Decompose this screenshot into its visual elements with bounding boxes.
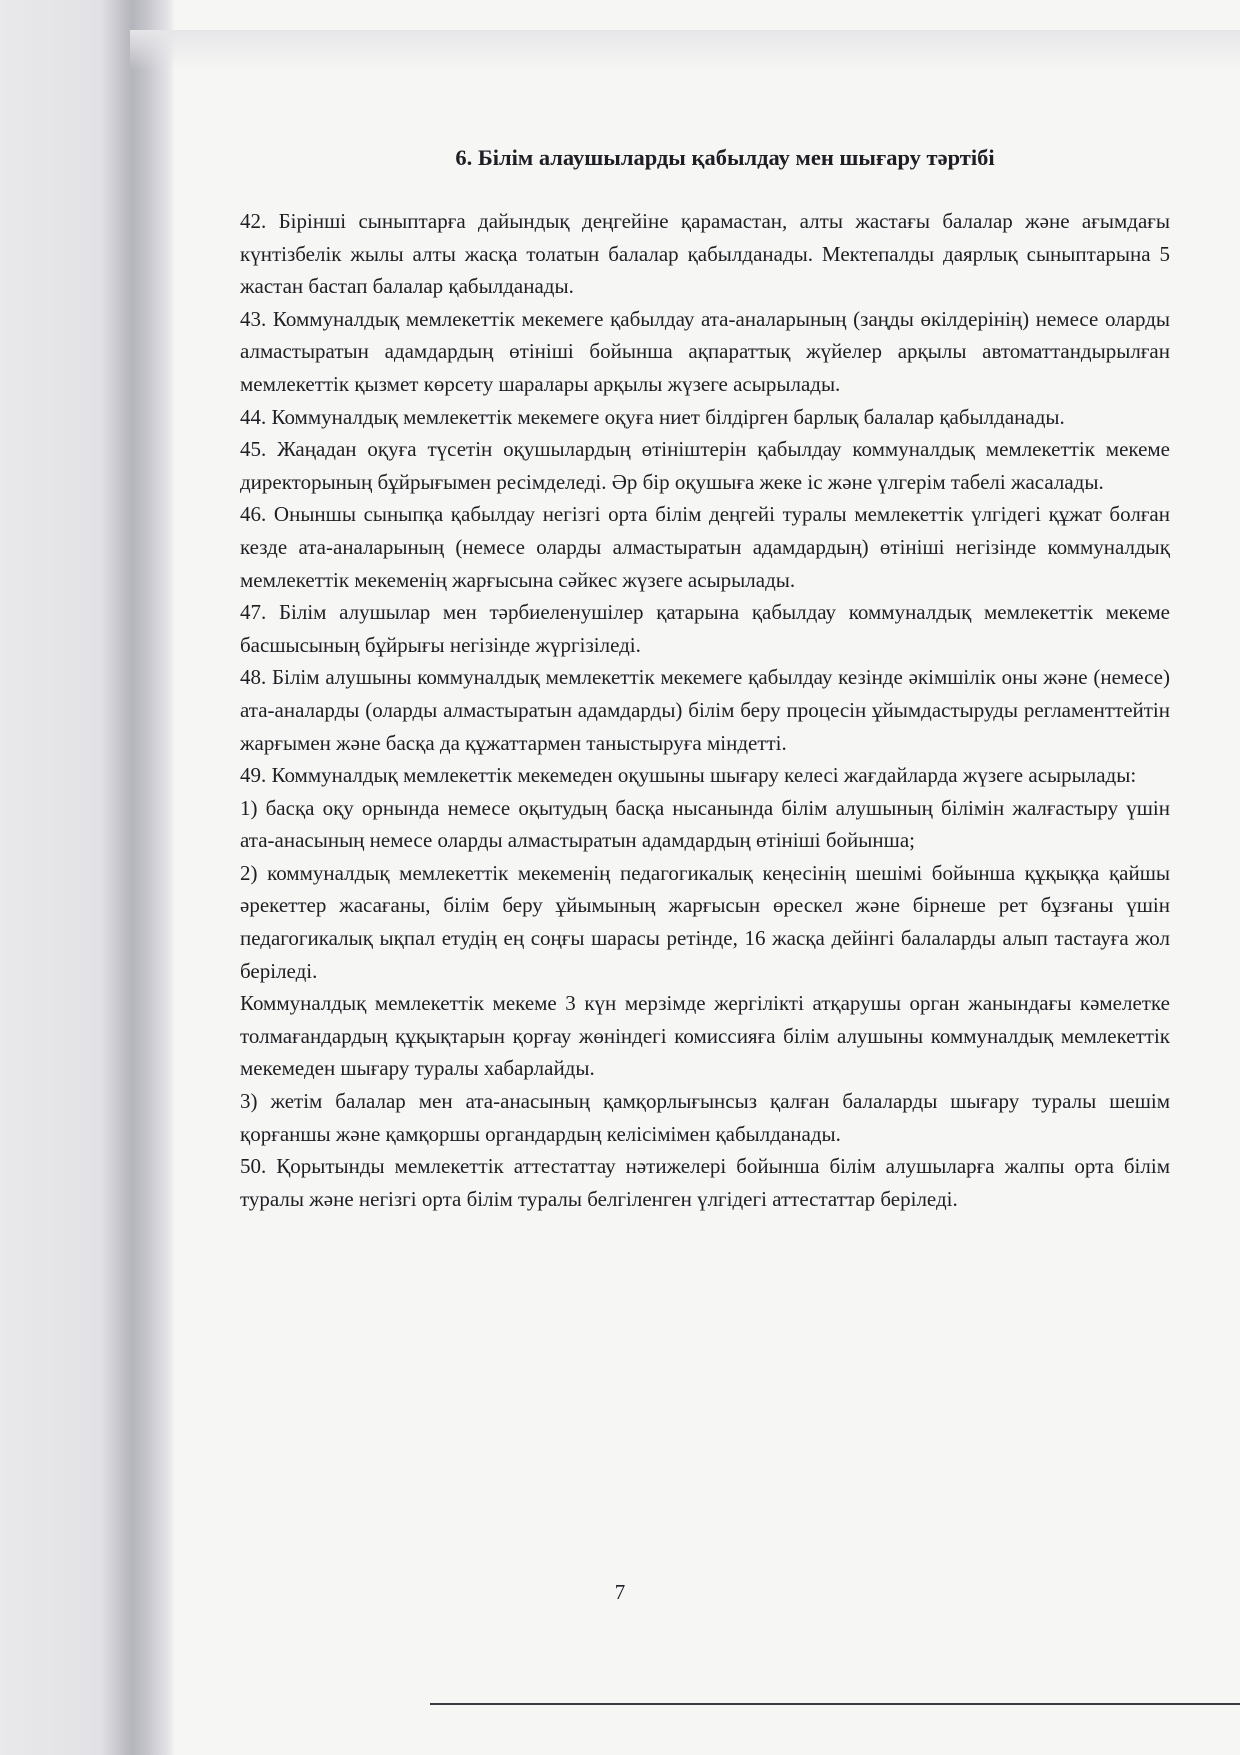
paragraph-commission: Коммуналдық мемлекеттік мекеме 3 күн мерзімде жергілікті атқарушы орган жанындағы кәмелетке толмағандардың құқықтарын қорғау жөніндегі комиссияға білім алушыны коммуналдық мемлекеттік мекемеден шығару туралы хабарлайды. xyxy=(240,991,1170,1081)
paragraph-49: 49. Коммуналдық мемлекеттік мекемеден оқушыны шығару келесі жағдайларда жүзеге асырылады: xyxy=(240,763,1137,788)
bottom-rule xyxy=(430,1703,1240,1705)
section-title: 6. Білім алаушыларды қабылдау мен шығару тәртібі xyxy=(455,145,995,170)
list-item-2: 2) коммуналдық мемлекеттік мекеменің педагогикалық кеңесінің шешімі бойынша құқыққа қайшы әрекеттер жасағаны, білім беру ұйымының жарғысын өрескел және бірнеше рет бұзғаны үшін педагогикалық ықпал етудің ең соңғы шарасы ретінде, 16 жасқа дейінгі балаларды алып тастауға жол беріледі. xyxy=(240,860,1170,983)
list-item-1: 1) басқа оқу орнында немесе оқытудың басқа нысанында білім алушының білімін жалғастыру үшін ата-анасының немесе оларды алмастыратын адамдардың өтініші бойынша; xyxy=(240,795,1170,853)
paragraph-text: 42. Бірінші сыныптарға дайындық деңгейіне қарамастан, алты жастағы балалар және ағымдағы күнтізбелік жылы алты жасқа толатын балалар қабылданады. Мектепалды даярлық сыныптарына 5 жастан бастап балалар қабылданады. xyxy=(240,209,1170,299)
paragraph-47: 47. Білім алушылар мен тәрбиеленушілер қатарына қабылдау коммуналдық мемлекеттік мекеме басшысының бұйрығы негізінде жүргізіледі. xyxy=(240,600,1170,657)
list-item-3: 3) жетім балалар мен ата-анасының қамқорлығынсыз қалған балаларды шығару туралы шешім қорғаншы және қамқоршы органдардың келісімімен қабылданады. xyxy=(240,1089,1170,1146)
paragraph-48: 48. Білім алушыны коммуналдық мемлекеттік мекемеге қабылдау кезінде әкімшілік оны және (немесе) ата-аналарды (оларды алмастыратын адамдарды) білім беру процесін ұйымдастыруды регламенттейтін жарғымен және басқа да құжаттармен таныстыруға міндетті. xyxy=(240,665,1170,755)
paragraph-50: 50. Қорытынды мемлекеттік аттестаттау нәтижелері бойынша білім алушыларға жалпы орта білім туралы және негізгі орта білім туралы белгіленген үлгідегі аттестаттар беріледі. xyxy=(240,1154,1170,1211)
paragraph-45: 45. Жаңадан оқуға түсетін оқушылардың өтініштерін қабылдау коммуналдық мемлекеттік мекеме директорының бұйрығымен ресімделеді. Әр бір оқушыға жеке іс және үлгерім табелі жасалады. xyxy=(240,437,1170,494)
scan-top-shadow xyxy=(130,30,1240,70)
page-number: 7 xyxy=(614,1580,626,1604)
document-body xyxy=(240,145,1170,1215)
scan-spine-shadow xyxy=(0,0,175,1755)
paragraph-46: 46. Оныншы сыныпқа қабылдау негізгі орта білім деңгейі туралы мемлекеттік үлгідегі құжат болған кезде ата-аналарының (немесе оларды алмастыратын адамдардың) өтініші негізінде коммуналдық мемлекеттік мекеменің жарғысына сәйкес жүзеге асырылады. xyxy=(240,502,1170,592)
paragraph-42 xyxy=(240,205,1170,303)
paragraph-44: 44. Коммуналдық мемлекеттік мекемеге оқуға ниет білдірген барлық балалар қабылданады. xyxy=(240,404,1065,429)
paragraph-43: 43. Коммуналдық мемлекеттік мекемеге қабылдау ата-аналарының (заңды өкілдерінің) немесе оларды алмастыратын адамдардың өтініші бойынша ақпараттық жүйелер арқылы автоматтандырылған мемлекеттік қызмет көрсету шаралары арқылы жүзеге асырылады. xyxy=(240,306,1170,396)
